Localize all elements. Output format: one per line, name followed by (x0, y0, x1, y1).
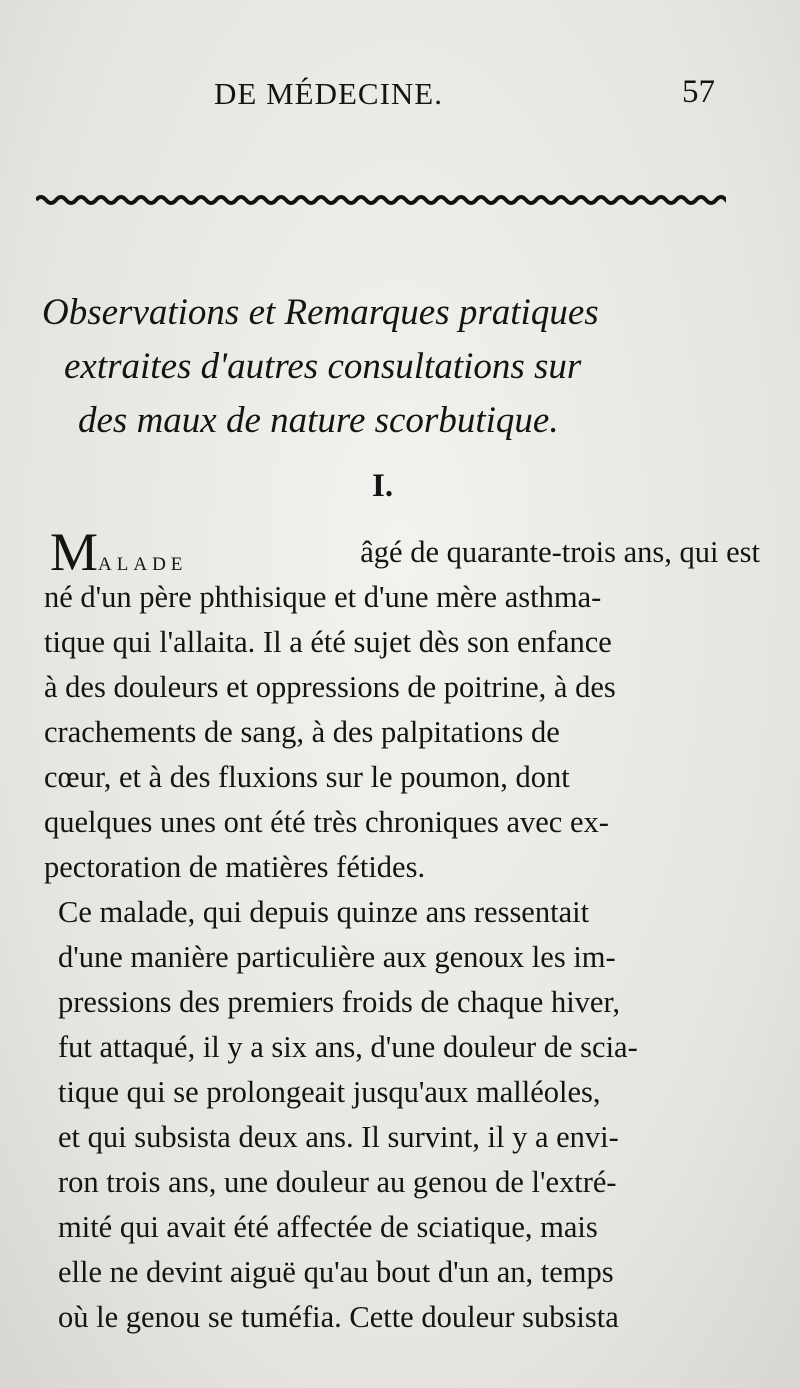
text-line: mité qui avait été affectée de sciatique, mais (58, 1210, 598, 1244)
text-line: à des douleurs et oppressions de poitrine, à des (44, 670, 616, 704)
running-head: DE MÉDECINE. (214, 76, 443, 111)
text-line: tique qui l'allaita. Il a été sujet dès son enfance (44, 625, 612, 659)
text-line: tique qui se prolongeait jusqu'aux malléoles, (58, 1075, 601, 1109)
text-line: où le genou se tuméfia. Cette douleur subsista (58, 1300, 619, 1334)
text-line: quelques unes ont été très chroniques avec ex- (44, 805, 609, 839)
section-title (42, 286, 742, 448)
text-line: pressions des premiers froids de chaque hiver, (58, 985, 621, 1019)
text-line: né d'un père phthisique et d'une mère asthma- (44, 580, 602, 614)
drop-cap: M (50, 522, 99, 582)
small-caps-word: ALADE (98, 554, 188, 575)
text-line: âgé de quarante-trois ans, qui est (360, 535, 760, 569)
text-line: cœur, et à des fluxions sur le poumon, dont (44, 760, 570, 794)
text-line: Ce malade, qui depuis quinze ans ressentait (58, 895, 590, 929)
body-text (44, 522, 760, 1340)
text-line: ron trois ans, une douleur au genou de l'extré- (58, 1165, 617, 1199)
page-header (0, 72, 800, 122)
text-line: et qui subsista deux ans. Il survint, il y a envi- (58, 1120, 619, 1154)
text-line: crachements de sang, à des palpitations de (44, 715, 560, 749)
text-line: elle ne devint aiguë qu'au bout d'un an, temps (58, 1255, 614, 1289)
paragraph-first-line (44, 522, 760, 582)
paragraph (44, 890, 760, 1340)
text-line: d'une manière particulière aux genoux les im- (58, 940, 616, 974)
text-line: fut attaqué, il y a six ans, d'une douleur de scia- (58, 1030, 638, 1064)
paragraph (44, 522, 760, 890)
section-title-line: des maux de nature scorbutique. (78, 400, 559, 441)
section-numeral: I. (372, 468, 394, 504)
page-number: 57 (682, 74, 715, 110)
text-line: pectoration de matières fétides. (44, 850, 426, 884)
section-title-line: Observations et Remarques pratiques (42, 292, 599, 333)
wavy-rule (36, 190, 726, 210)
section-title-line: extraites d'autres consultations sur (64, 346, 582, 387)
